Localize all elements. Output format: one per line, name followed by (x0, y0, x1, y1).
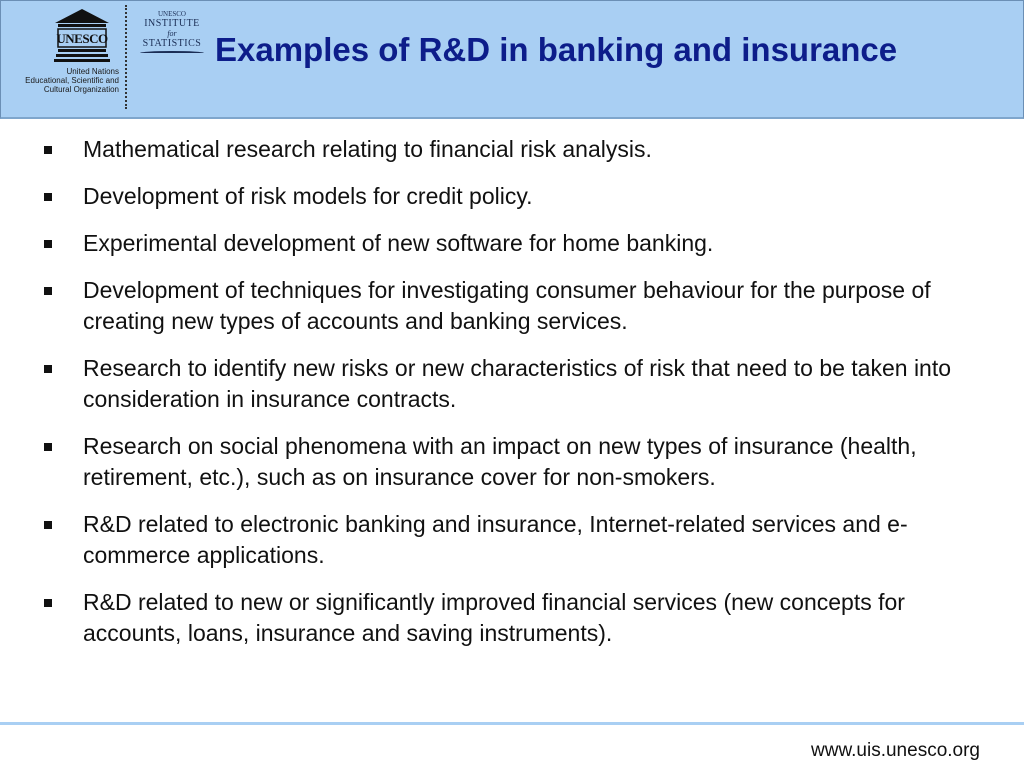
slide-header (0, 0, 1024, 119)
bullet-item (40, 509, 980, 571)
uis-logo-line: INSTITUTE (144, 18, 200, 29)
uis-logo (137, 9, 207, 65)
bullet-text: Research on social phenomena with an impact on new types of insurance (health, retirement, etc.), such as on insurance cover for non-smokers. (83, 433, 917, 490)
unesco-temple-logo (53, 7, 111, 67)
footer-url: www.uis.unesco.org (811, 740, 980, 761)
footer-divider (0, 722, 1024, 725)
square-bullet-icon (44, 240, 52, 248)
square-bullet-icon (44, 599, 52, 607)
bullet-text: R&D related to new or significantly improved financial services (new concepts for accounts, loans, insurance and saving instruments). (83, 589, 905, 646)
bullet-item (40, 353, 980, 415)
bullet-text: Research to identify new risks or new characteristics of risk that need to be taken into consideration in insurance contracts. (83, 355, 952, 412)
uis-logo-line: UNESCO (157, 10, 186, 18)
unesco-caption-line: Educational, Scientific and (25, 76, 119, 85)
bullet-list (40, 134, 980, 665)
uis-logo-line: STATISTICS (142, 38, 202, 49)
bullet-item (40, 431, 980, 493)
bullet-item (40, 228, 980, 259)
uis-logo-line: for (167, 29, 177, 38)
unesco-caption-line: United Nations (66, 67, 119, 76)
bullet-text: Development of techniques for investigating consumer behaviour for the purpose of creating new types of accounts and banking services. (83, 277, 931, 334)
unesco-wordmark: UNESCO (56, 31, 108, 46)
bullet-text: Mathematical research relating to financial risk analysis. (83, 136, 652, 162)
uis-swash-icon (140, 51, 204, 55)
square-bullet-icon (44, 287, 52, 295)
slide-title: Examples of R&D in banking and insurance (215, 31, 898, 68)
square-bullet-icon (44, 365, 52, 373)
unesco-caption-line: Cultural Organization (43, 85, 119, 94)
bullet-item (40, 587, 980, 649)
square-bullet-icon (44, 521, 52, 529)
bullet-text: R&D related to electronic banking and insurance, Internet-related services and e-commerce applications. (83, 511, 908, 568)
bullet-item (40, 275, 980, 337)
unesco-caption (9, 67, 119, 94)
header-divider (125, 5, 127, 109)
bullet-text: Development of risk models for credit policy. (83, 183, 533, 209)
bullet-item (40, 181, 980, 212)
bullet-item (40, 134, 980, 165)
square-bullet-icon (44, 443, 52, 451)
bullet-text: Experimental development of new software for home banking. (83, 230, 714, 256)
square-bullet-icon (44, 146, 52, 154)
square-bullet-icon (44, 193, 52, 201)
